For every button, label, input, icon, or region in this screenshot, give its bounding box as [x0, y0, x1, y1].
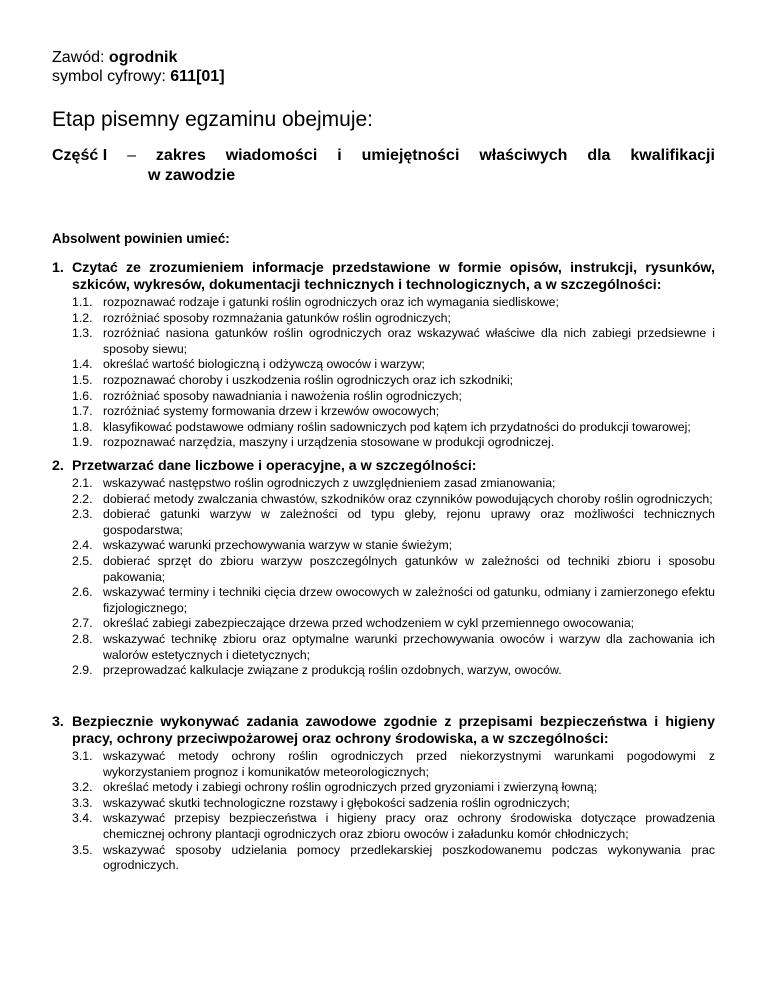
item-text: klasyfikować podstawowe odmiany roślin sadowniczych pod kątem ich przydatności do produkcji towarowej;: [103, 419, 691, 434]
item-text: dobierać gatunki warzyw w zależności od typu gleby, rejonu uprawy oraz możliwości technicznych gospodarstwa;: [103, 507, 715, 537]
section-title: Przetwarzać dane liczbowe i operacyjne, a w szczególności:: [72, 458, 477, 474]
item-number: 1.1.: [72, 295, 93, 309]
item-text: wskazywać następstwo roślin ogrodniczych z uwzględnieniem zasad zmianowania;: [103, 476, 556, 490]
list-item: [72, 311, 715, 327]
item-text: rozpoznawać choroby i uszkodzenia roślin ogrodniczych oraz ich szkodniki;: [103, 372, 514, 387]
list-item: [72, 585, 715, 616]
part-heading-word: kwalifikacji: [630, 147, 715, 164]
section-items: [52, 295, 715, 451]
item-text: przeprowadzać kalkulacje związane z produkcją roślin ozdobnych, warzyw, owoców.: [103, 663, 562, 678]
part-heading-word: wiadomości: [225, 147, 318, 164]
section-3: [52, 714, 715, 874]
part-heading-line1: [52, 146, 715, 166]
item-text: rozróżniać sposoby rozmnażania gatunków roślin ogrodniczych;: [103, 310, 451, 325]
item-number: 2.6.: [72, 585, 93, 600]
item-text: rozpoznawać rodzaje i gatunki roślin ogrodniczych oraz ich wymagania siedliskowe;: [103, 295, 559, 309]
list-item: [72, 373, 715, 389]
list-item: [72, 357, 715, 373]
profession-label: Zawód:: [52, 49, 105, 66]
list-item: [72, 843, 715, 874]
item-number: 1.3.: [72, 326, 93, 341]
item-number: 3.4.: [72, 811, 93, 826]
item-number: 1.4.: [72, 357, 93, 372]
list-item: [72, 538, 715, 554]
list-item: [72, 404, 715, 420]
section-1: [52, 260, 715, 451]
item-number: 2.9.: [72, 663, 93, 678]
list-item: [72, 749, 715, 780]
item-text: wskazywać technikę zbioru oraz optymalne warunki przechowywania owoców i warzyw dla zachowania ich walorów estetycznych i dietetycznych;: [103, 631, 715, 662]
section-title: Czytać ze zrozumieniem informacje przedstawione w formie opisów, instrukcji, rysunków, szkiców, wykresów, dokumentacji technicznych i technologicznych, a w szczególności:: [72, 260, 715, 293]
list-item: [72, 507, 715, 538]
section-items: [52, 476, 715, 679]
part-heading-word: właściwych: [479, 147, 568, 164]
list-item: [72, 632, 715, 663]
list-item: [72, 616, 715, 632]
item-text: dobierać sprzęt do zbioru warzyw poszczególnych gatunków w zależności od techniki zbioru i sposobu pakowania;: [103, 553, 715, 584]
item-text: rozróżniać nasiona gatunków roślin ogrodniczych oraz wskazywać właściwe dla nich zabiegi przedsiewne i sposoby siewu;: [103, 326, 715, 356]
symbol-line: [52, 67, 225, 86]
list-item: [72, 420, 715, 436]
list-item: [72, 476, 715, 492]
section-number: 3.: [52, 714, 64, 730]
profession-line: [52, 48, 177, 67]
part-heading-word: –: [127, 147, 136, 164]
item-text: dobierać metody zwalczania chwastów, szkodników oraz czynników powodujących choroby roślin ogrodniczych;: [103, 491, 713, 506]
part-heading-word: i: [337, 147, 342, 164]
item-text: wskazywać metody ochrony roślin ogrodniczych przed niekorzystnymi warunkami pogodowymi z wykorzystaniem prognoz i komunikatów meteorologicznych;: [103, 749, 715, 779]
list-item: [72, 295, 715, 311]
list-item: [72, 326, 715, 357]
item-number: 1.8.: [72, 419, 93, 434]
item-number: 2.2.: [72, 491, 93, 506]
exam-stage-title: Etap pisemny egzaminu obejmuje:: [52, 108, 374, 131]
section-items: [52, 749, 715, 874]
part-heading-word: Część I: [52, 147, 108, 164]
list-item: [72, 811, 715, 842]
item-number: 3.2.: [72, 780, 93, 795]
item-text: wskazywać sposoby udzielania pomocy przedlekarskiej poszkodowanemu podczas wykonywania prac ogrodniczych.: [103, 842, 715, 873]
list-item: [72, 435, 715, 451]
item-text: określać metody i zabiegi ochrony roślin ogrodniczych przed gryzoniami i zwierzyną łowną;: [103, 780, 598, 795]
item-text: określać wartość biologiczną i odżywczą owoców i warzyw;: [103, 357, 425, 372]
item-number: 1.7.: [72, 404, 93, 419]
section-heading: [52, 714, 715, 748]
list-item: [72, 796, 715, 812]
item-number: 2.8.: [72, 631, 93, 646]
part-heading-word: zakres: [155, 147, 206, 164]
item-number: 3.1.: [72, 749, 93, 763]
item-text: rozróżniać systemy formowania drzew i krzewów owocowych;: [103, 404, 440, 419]
part-heading-word: umiejętności: [361, 147, 460, 164]
section-number: 1.: [52, 260, 64, 276]
list-item: [72, 554, 715, 585]
part-heading-line2: w zawodzie: [148, 167, 236, 184]
symbol-label: symbol cyfrowy:: [52, 68, 166, 85]
section-number: 2.: [52, 458, 64, 474]
item-text: wskazywać skutki technologiczne rozstawy i głębokości sadzenia roślin ogrodniczych;: [103, 795, 570, 810]
profession-value: ogrodnik: [108, 49, 178, 66]
symbol-value: 611[01]: [170, 68, 225, 85]
list-item: [72, 389, 715, 405]
part-heading: [52, 146, 715, 186]
list-item: [72, 663, 715, 679]
list-item: [72, 780, 715, 796]
item-number: 2.5.: [72, 553, 93, 568]
list-item: [72, 492, 715, 508]
item-text: wskazywać warunki przechowywania warzyw w stanie świeżym;: [103, 538, 453, 553]
item-text: wskazywać przepisy bezpieczeństwa i higieny pracy oraz ochrony środowiska dotyczące prowadzenia chemicznej ochrony plantacji ogrodniczych oraz zbioru owoców i załadunku komór chłodniczych;: [103, 811, 715, 841]
section-title: Bezpiecznie wykonywać zadania zawodowe zgodnie z przepisami bezpieczeństwa i higieny pracy, ochrony przeciwpożarowej oraz ochrony środowiska, a w szczególności:: [72, 714, 715, 747]
item-text: rozpoznawać narzędzia, maszyny i urządzenia stosowane w produkcji ogrodniczej.: [103, 435, 555, 450]
item-number: 3.3.: [72, 795, 93, 810]
section-2: [52, 458, 715, 679]
item-number: 1.2.: [72, 310, 93, 325]
graduate-intro: Absolwent powinien umieć:: [52, 231, 230, 246]
item-text: rozróżniać sposoby nawadniania i nawożenia roślin ogrodniczych;: [103, 388, 462, 403]
item-text: określać zabiegi zabezpieczające drzewa przed wchodzeniem w cykl przemiennego owocowania;: [103, 616, 635, 631]
item-number: 1.9.: [72, 435, 93, 450]
item-number: 2.1.: [72, 476, 93, 490]
part-heading-word: dla: [587, 147, 611, 164]
item-number: 1.6.: [72, 388, 93, 403]
item-number: 2.7.: [72, 616, 93, 631]
item-text: wskazywać terminy i techniki cięcia drzew owocowych w zależności od gatunku, odmiany i zamierzonego efektu fizjologicznego;: [103, 585, 715, 615]
item-number: 3.5.: [72, 842, 93, 857]
item-number: 1.5.: [72, 372, 93, 387]
section-heading: [52, 260, 715, 294]
section-heading: [52, 458, 715, 475]
item-number: 2.4.: [72, 538, 93, 553]
item-number: 2.3.: [72, 507, 93, 522]
